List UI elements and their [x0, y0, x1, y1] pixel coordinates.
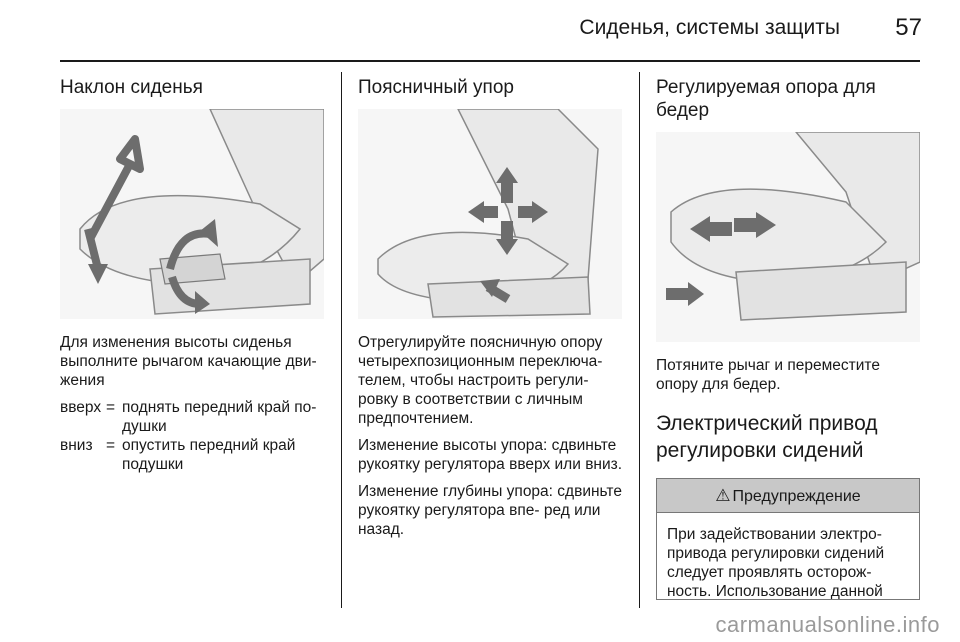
definition-list	[60, 398, 326, 474]
def-term: вниз	[60, 437, 93, 454]
warning-triangle-icon: ⚠	[715, 486, 731, 505]
page-number: 57	[895, 14, 922, 41]
column-divider-1	[341, 72, 342, 608]
column-thigh-support	[656, 76, 922, 600]
lumbar-paragraph-3: Изменение глубины упора: сдвиньте рукоятку регулятора впе- ред или назад.	[358, 483, 622, 538]
def-desc: поднять передний край по- душки	[122, 399, 317, 435]
warning-header	[657, 479, 919, 513]
thigh-paragraph: Потяните рычаг и переместите опору для бедер.	[656, 357, 880, 393]
def-sep: =	[106, 437, 116, 454]
lumbar-paragraph-2: Изменение высоты упора: сдвиньте рукоятку регулятора вверх или вниз.	[358, 437, 623, 473]
def-desc: опустить передний край подушки	[122, 437, 296, 473]
warning-title: Предупреждение	[732, 488, 861, 505]
watermark: carmanualsonline.info	[715, 612, 940, 637]
section-heading-power-seat: Электрический привод регулировки сидений	[656, 412, 878, 462]
def-term: вверх	[60, 399, 102, 416]
header-rule	[60, 60, 920, 62]
section-heading-seat-tilt: Наклон сиденья	[60, 77, 203, 98]
seat-tilt-intro: Для изменения высоты сиденья выполните рычагом качающие дви- жения	[60, 334, 317, 389]
column-lumbar-support	[358, 76, 624, 547]
running-header-title: Сиденья, системы защиты	[579, 16, 840, 39]
seat-tilt-illustration	[60, 109, 324, 319]
lumbar-paragraph-1: Отрегулируйте поясничную опору четырехпозиционным переключа- телем, чтобы настроить регули- ровку в соответствии с личным предпочтением.	[358, 334, 603, 427]
column-seat-tilt	[60, 76, 326, 474]
lumbar-support-illustration	[358, 109, 622, 319]
warning-body: При задействовании электро- привода регулировки сидений следует проявлять осторож- ность. Использование данной	[667, 526, 885, 599]
def-sep: =	[106, 399, 116, 416]
thigh-support-illustration	[656, 132, 920, 342]
section-heading-lumbar: Поясничный упор	[358, 77, 514, 98]
section-heading-thigh: Регулируемая опора для бедер	[656, 77, 876, 121]
warning-box	[656, 478, 920, 600]
column-divider-2	[639, 72, 640, 608]
